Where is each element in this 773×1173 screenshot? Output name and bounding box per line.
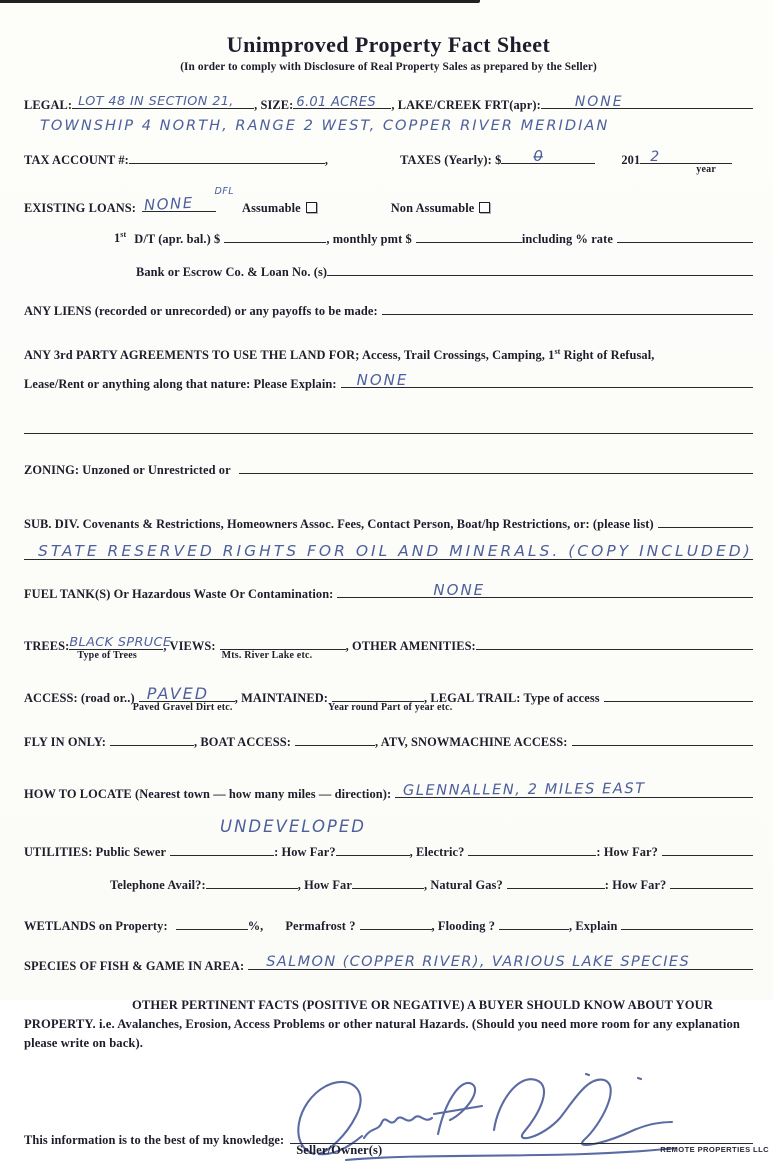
lake-frontage-blank: [541, 95, 753, 109]
utilities-row: [24, 816, 753, 860]
seller-owner-caption: Seller/Owner(s): [296, 1143, 383, 1158]
telephone-howfar-label: , How Far: [297, 877, 352, 892]
existing-loans-row: [24, 185, 753, 216]
assumable-checkbox: [306, 202, 317, 213]
liens-blank: [382, 301, 753, 315]
maintained-label: , MAINTAINED:: [234, 690, 328, 705]
legal-handwriting: LOT 48 IN SECTION 21,: [78, 94, 234, 110]
views-label: , VIEWS:: [163, 638, 216, 653]
size-blank: [293, 95, 391, 109]
first-dt-label: 1st: [114, 230, 127, 246]
bank-blank: [327, 262, 753, 276]
electric-blank: [468, 842, 596, 856]
lease-rent-label: Lease/Rent or anything along that nature: Please Explain:: [24, 376, 337, 391]
trees-row: [24, 634, 753, 661]
tax-account-blank: [129, 150, 325, 164]
fly-in-blank: [110, 732, 194, 746]
trees-caption: Type of Trees: [77, 649, 137, 661]
scan-artifact-edge: [0, 0, 480, 3]
explain-overflow-row: [24, 420, 753, 434]
undeveloped-handwriting: UNDEVELOPED: [220, 816, 367, 836]
taxes-handwriting: 0̶: [533, 146, 544, 165]
subdiv-row: [24, 514, 753, 532]
public-sewer-label: UTILITIES: Public Sewer: [24, 844, 167, 859]
fuel-row: [24, 580, 753, 602]
year-prefix: 201: [621, 152, 641, 167]
electric-howfar-blank: [662, 842, 753, 856]
species-handwriting: SALMON (COPPER RIVER), VARIOUS LAKE SPECIES: [266, 954, 691, 971]
lease-rent-blank: [341, 370, 753, 389]
liens-label: ANY LIENS (recorded or unrecorded) or any payoffs to be made:: [24, 303, 378, 318]
loans-initials-handwriting: DFL: [214, 185, 235, 197]
electric-howfar-label: : How Far?: [596, 844, 658, 859]
size-handwriting: 6.01 ACRES: [296, 95, 376, 110]
atv-access-label: , ATV, SNOWMACHINE ACCESS:: [375, 734, 568, 749]
wetlands-pct-label: %,: [247, 918, 264, 933]
amenities-label: , OTHER AMENITIES:: [345, 638, 476, 653]
wetlands-pct-blank: [176, 916, 248, 930]
third-party-row: [24, 347, 753, 363]
gas-howfar-blank: [670, 875, 753, 889]
subdiv-blank: [658, 514, 753, 528]
explain-blank: [621, 916, 753, 930]
dt-balance-blank: [224, 229, 326, 243]
fly-in-row: [24, 732, 753, 750]
access-caption: Paved Gravel Dirt etc.: [132, 701, 233, 713]
non-assumable-checkbox: [479, 202, 490, 213]
access-label: ACCESS: (road or..): [24, 690, 135, 705]
zoning-label: ZONING: Unzoned or Unrestricted or: [24, 462, 231, 477]
permafrost-blank: [360, 916, 432, 930]
legal-blank: [72, 95, 254, 109]
bank-row: [24, 262, 753, 280]
company-stamp: REMOTE PROPERTIES LLC: [660, 1145, 770, 1155]
monthly-pmt-label: , monthly pmt $: [326, 231, 412, 246]
legal-line2-handwriting: TOWNSHIP 4 NORTH, RANGE 2 WEST, COPPER RIVER MERIDIAN: [40, 117, 610, 134]
maintained-caption: Year round Part of year etc.: [328, 701, 453, 713]
boat-access-blank: [295, 732, 375, 746]
year-caption: year: [696, 163, 716, 175]
tax-row: [24, 146, 753, 175]
maintained-blank: [328, 688, 453, 713]
subdiv-label: SUB. DIV. Covenants & Restrictions, Homeowners Assoc. Fees, Contact Person, Boat/hp Restrictions, or: (please list): [24, 516, 654, 531]
legal-trail-label: , LEGAL TRAIL: Type of access: [424, 690, 600, 705]
explain-overflow-blank: [24, 420, 753, 434]
flooding-blank: [499, 916, 569, 930]
views-blank: [220, 636, 346, 661]
locate-label: HOW TO LOCATE (Nearest town — how many miles — direction):: [24, 786, 392, 801]
other-facts-paragraph: OTHER PERTINENT FACTS (POSITIVE OR NEGATIVE) A BUYER SHOULD KNOW ABOUT YOUR PROPERTY. i.e. Avalanches, Erosion, Access Problems or other natural Hazards. (Should you need more room for any explanation please write on back).: [24, 997, 740, 1050]
views-caption: Mts. River Lake etc.: [221, 649, 313, 661]
attestation-label: This information is to the best of my knowledge:: [24, 1133, 285, 1148]
species-blank: [248, 956, 753, 970]
legal-trail-blank: [604, 688, 753, 702]
telephone-row: [24, 875, 753, 893]
page-subtitle: (In order to comply with Disclosure of Real Property Sales as prepared by the Seller): [180, 61, 597, 73]
natural-gas-label: , Natural Gas?: [423, 877, 503, 892]
access-handwriting: PAVED: [146, 683, 210, 703]
existing-loans-label: EXISTING LOANS:: [24, 200, 137, 215]
taxes-blank: [501, 146, 595, 165]
rate-blank: [617, 229, 753, 243]
tax-comma: ,: [324, 152, 329, 167]
page-title: Unimproved Property Fact Sheet: [226, 32, 551, 57]
subdiv-value-blank: [24, 542, 753, 561]
lease-rent-handwriting: NONE: [356, 370, 409, 389]
locate-row: [24, 781, 753, 802]
electric-label: , Electric?: [409, 844, 465, 859]
footer-row: [24, 1130, 770, 1158]
fuel-blank: [337, 580, 753, 599]
access-row: [24, 683, 753, 713]
subdiv-value-row: [24, 542, 753, 561]
gas-howfar-label: : How Far?: [604, 877, 667, 892]
taxes-yearly-label: TAXES (Yearly): $: [400, 152, 502, 167]
legal-row: [24, 95, 753, 113]
assumable-label: Assumable: [242, 200, 301, 215]
existing-loans-blank: [142, 185, 235, 214]
locate-blank: [395, 781, 753, 800]
lake-frontage-label: , LAKE/CREEK FRT(apr):: [391, 98, 541, 112]
bank-label: Bank or Escrow Co. & Loan No. (s): [136, 264, 328, 279]
fuel-handwriting: NONE: [433, 580, 486, 599]
legal-label: LEGAL:: [24, 98, 73, 112]
sewer-howfar-blank: [336, 842, 410, 856]
flooding-label: , Flooding ?: [431, 918, 496, 933]
permafrost-label: Permafrost ?: [285, 918, 356, 933]
tax-account-label: TAX ACCOUNT #:: [24, 152, 129, 167]
year-blank: [640, 148, 732, 175]
trees-blank: [69, 634, 172, 661]
size-label: , SIZE:: [254, 98, 294, 112]
zoning-blank: [239, 460, 753, 474]
telephone-label: Telephone Avail?:: [110, 877, 206, 892]
year-handwriting: 2: [650, 148, 661, 165]
atv-access-blank: [572, 732, 753, 746]
non-assumable-label: Non Assumable: [390, 200, 475, 215]
locate-handwriting: GLENNALLEN, 2 MILES EAST: [403, 781, 646, 800]
wetlands-row: [24, 916, 753, 934]
dt-rest-label: D/T (apr. bal.) $: [134, 231, 221, 246]
wetlands-label: WETLANDS on Property:: [24, 918, 168, 933]
trees-handwriting: BLACK SPRUCE: [69, 634, 172, 650]
third-party-label: ANY 3rd PARTY AGREEMENTS TO USE THE LAND FOR; Access, Trail Crossings, Camping, 1st Right of Refusal,: [24, 346, 655, 362]
natural-gas-blank: [507, 875, 605, 889]
rate-label: including % rate: [521, 231, 613, 246]
liens-row: [24, 301, 753, 319]
telephone-blank: [206, 875, 298, 889]
lake-frontage-handwriting: NONE: [574, 94, 624, 110]
first-dt-row: [24, 229, 753, 247]
sewer-howfar-label: : How Far?: [274, 844, 336, 859]
fly-in-label: FLY IN ONLY:: [24, 734, 106, 749]
monthly-pmt-blank: [416, 229, 522, 243]
telephone-howfar-blank: [352, 875, 424, 889]
access-blank: [132, 683, 235, 713]
species-label: SPECIES OF FISH & GAME IN AREA:: [24, 958, 245, 973]
subdiv-handwriting: STATE RESERVED RIGHTS FOR OIL AND MINERALS. (COPY INCLUDED): [38, 542, 753, 561]
legal-line2-row: [24, 119, 753, 134]
explain-label: , Explain: [569, 918, 618, 933]
boat-access-label: , BOAT ACCESS:: [194, 734, 291, 749]
species-row: [24, 956, 753, 974]
zoning-row: [24, 460, 753, 478]
lease-rent-row: [24, 370, 753, 392]
trees-label: TREES:: [24, 638, 70, 653]
amenities-blank: [476, 636, 753, 650]
fuel-label: FUEL TANK(S) Or Hazardous Waste Or Contamination:: [24, 586, 334, 601]
public-sewer-blank: [170, 842, 274, 856]
existing-loans-handwriting: NONE: [143, 193, 195, 214]
signature-blank: [290, 1130, 770, 1158]
